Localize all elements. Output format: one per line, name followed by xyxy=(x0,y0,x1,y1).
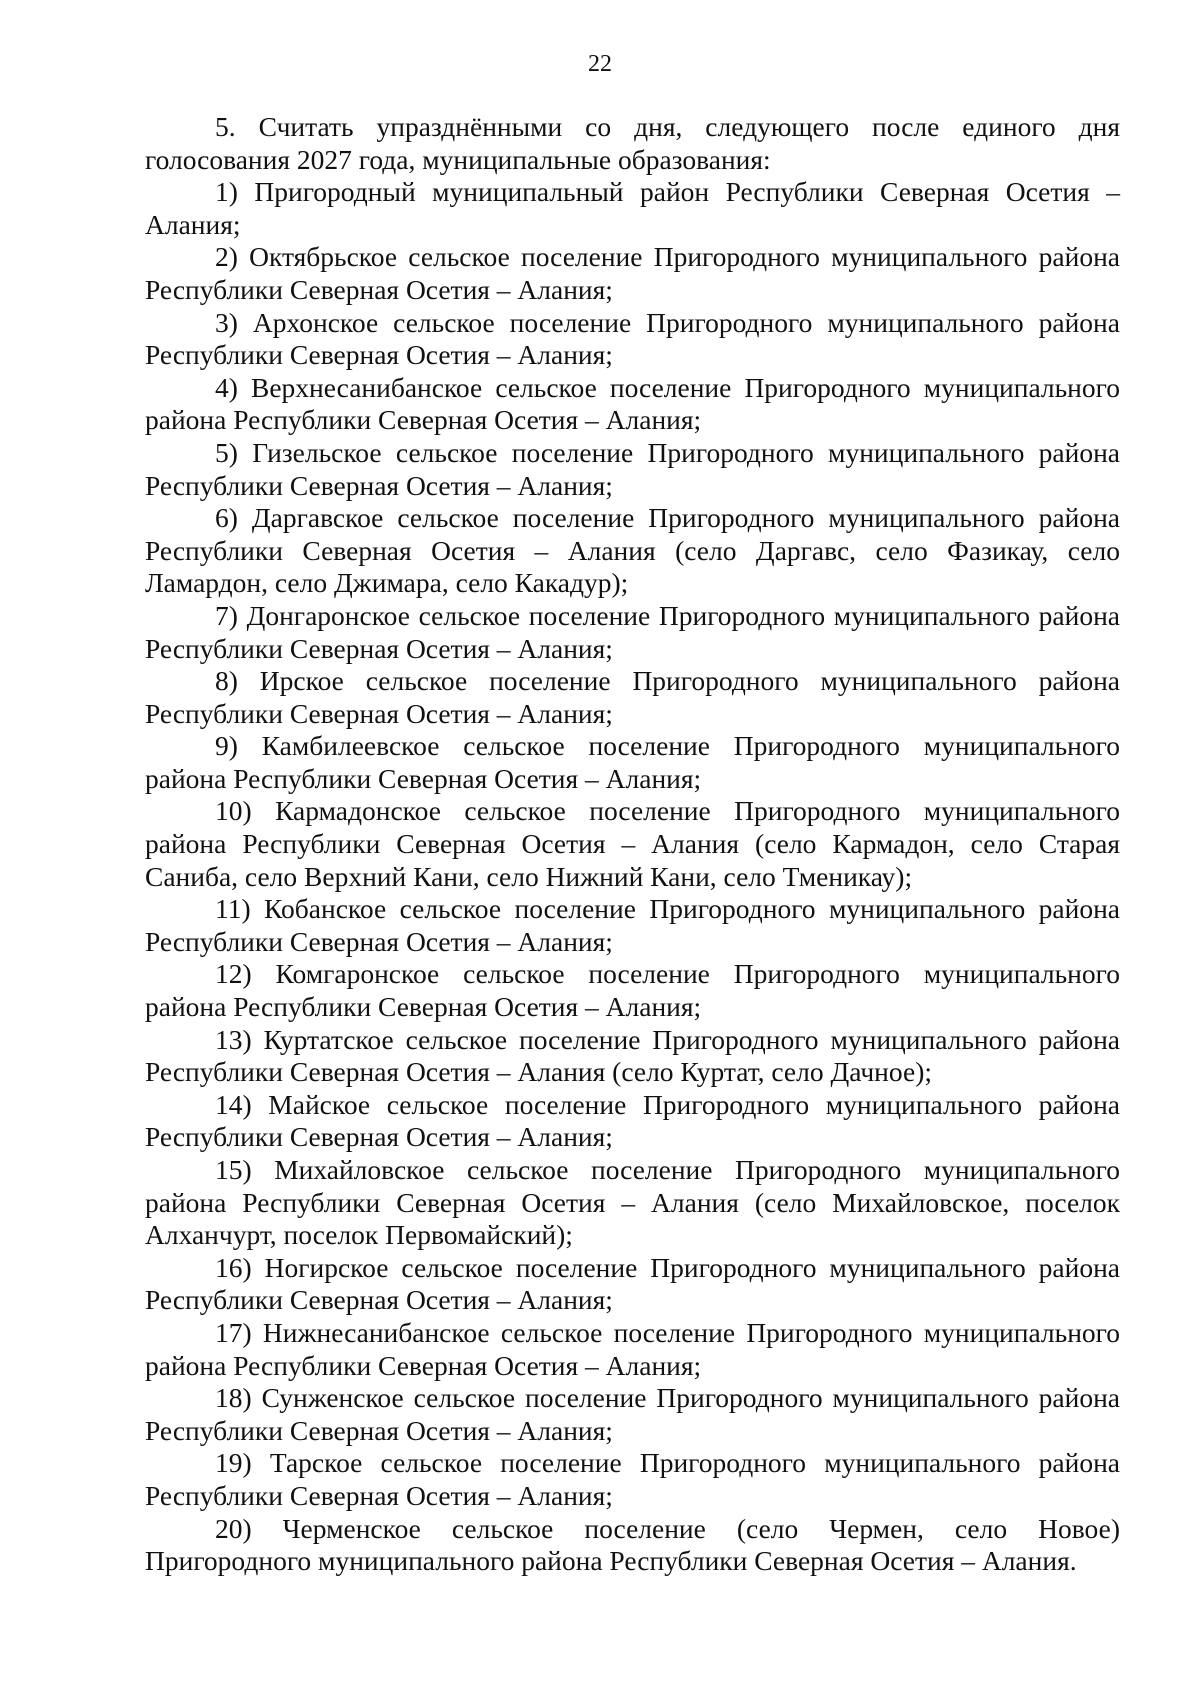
list-item: 11) Кобанское сельское поселение Пригородного муниципального района Республики Северная Осетия – Алания; xyxy=(145,893,1120,957)
list-item: 9) Камбилеевское сельское поселение Пригородного муниципального района Республики Северная Осетия – Алания; xyxy=(145,730,1120,794)
list-item: 15) Михайловское сельское поселение Пригородного муниципального района Республики Северная Осетия – Алания (село Михайловское, поселок Алханчурт, поселок Первомайский); xyxy=(145,1154,1120,1251)
list-item: 2) Октябрьское сельское поселение Пригородного муниципального района Республики Северная Осетия – Алания; xyxy=(145,241,1120,305)
list-item: 7) Донгаронское сельское поселение Пригородного муниципального района Республики Северная Осетия – Алания; xyxy=(145,599,1120,664)
list-item: 5) Гизельское сельское поселение Пригородного муниципального района Республики Северная Осетия – Алания; xyxy=(145,436,1120,501)
list-item: 18) Сунженское сельское поселение Пригородного муниципального района Республики Северная Осетия – Алания; xyxy=(145,1382,1120,1446)
list-item: 8) Ирское сельское поселение Пригородного муниципального района Республики Северная Осетия – Алания; xyxy=(145,665,1120,729)
list-item: 14) Майское сельское поселение Пригородного муниципального района Республики Северная Осетия – Алания; xyxy=(145,1088,1120,1153)
list-item: 1) Пригородный муниципальный район Республики Северная Осетия – Алания; xyxy=(145,176,1120,240)
list-item: 6) Даргавское сельское поселение Пригородного муниципального района Республики Северная Осетия – Алания (село Даргавс, село Фазикау, село Ламардон, село Джимара, село Какадур); xyxy=(145,502,1120,599)
list-item: 4) Верхнесанибанское сельское поселение Пригородного муниципального района Республики Северная Осетия – Алания; xyxy=(145,371,1120,436)
list-item: 12) Комгаронское сельское поселение Пригородного муниципального района Республики Северная Осетия – Алания; xyxy=(145,958,1120,1023)
document-body xyxy=(145,111,1120,1578)
paragraph-intro: 5. Считать упразднёнными со дня, следующего после единого дня голосования 2027 года, муниципальные образования: xyxy=(145,111,1120,175)
list-item: 20) Черменское сельское поселение (село Чермен, село Новое) Пригородного муниципального района Республики Северная Осетия – Алания. xyxy=(145,1512,1120,1577)
list-item: 3) Архонское сельское поселение Пригородного муниципального района Республики Северная Осетия – Алания; xyxy=(145,306,1120,371)
list-item: 10) Кармадонское сельское поселение Пригородного муниципального района Республики Северная Осетия – Алания (село Кармадон, село Старая Саниба, село Верхний Кани, село Нижний Кани, село Тменикау); xyxy=(145,795,1120,892)
list-item: 13) Куртатское сельское поселение Пригородного муниципального района Республики Северная Осетия – Алания (село Куртат, село Дачное); xyxy=(145,1023,1120,1088)
list-item: 19) Тарское сельское поселение Пригородного муниципального района Республики Северная Осетия – Алания; xyxy=(145,1447,1120,1511)
page-number: 22 xyxy=(588,51,612,77)
list-item: 16) Ногирское сельское поселение Пригородного муниципального района Республики Северная Осетия – Алания; xyxy=(145,1251,1120,1316)
list-item: 17) Нижнесанибанское сельское поселение Пригородного муниципального района Республики Северная Осетия – Алания; xyxy=(145,1316,1120,1381)
